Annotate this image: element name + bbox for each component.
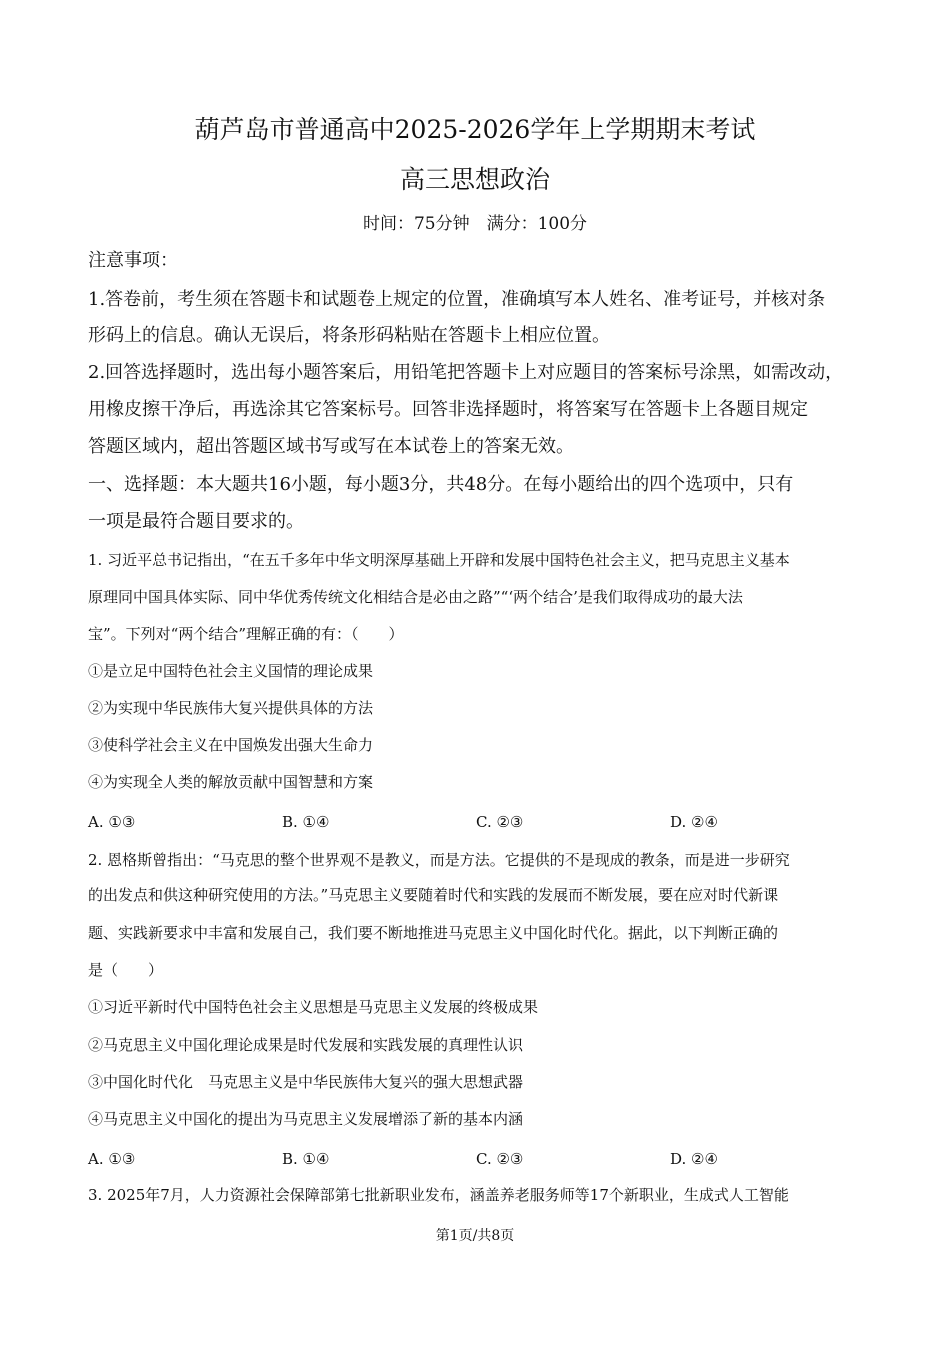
question-1-option-c[interactable]: C. ②③ (476, 813, 524, 831)
question-2-option-a[interactable]: A. ①③ (88, 1150, 136, 1168)
question-2-statement-1: ①习近平新时代中国特色社会主义思想是马克思主义发展的终极成果 (88, 998, 539, 1016)
question-1-option-b[interactable]: B. ①④ (282, 813, 330, 831)
notice-item-2-line-2: 用橡皮擦干净后，再选涂其它答案标号。回答非选择题时，将答案写在答题卡上各题目规定 (88, 399, 808, 420)
question-1-statement-2: ②为实现中华民族伟大复兴提供具体的方法 (88, 699, 374, 717)
question-1-stem-line-1: 1. 习近平总书记指出，“在五千多年中华文明深厚基础上开辟和发展中国特色社会主义，把马克思主义基本 (88, 551, 790, 569)
question-1-option-a[interactable]: A. ①③ (88, 813, 136, 831)
question-2-options (88, 1148, 878, 1170)
question-2-statement-3: ③中国化时代化 马克思主义是中华民族伟大复兴的强大思想武器 (88, 1073, 524, 1091)
question-2-stem-line-4: 是（ ） (88, 961, 164, 979)
question-1-statement-1: ①是立足中国特色社会主义国情的理论成果 (88, 662, 374, 680)
notice-item-2-line-3: 答题区域内，超出答题区域书写或写在本试卷上的答案无效。 (88, 436, 574, 457)
question-3-stem-line-1: 3. 2025年7月，人力资源社会保障部第七批新职业发布，涵盖养老服务师等17个新职业，生成式人工智能 (88, 1186, 789, 1204)
question-1-option-d[interactable]: D. ②④ (670, 813, 718, 831)
exam-subject: 高三思想政治 (399, 165, 550, 194)
notice-heading: 注意事项： (88, 250, 178, 271)
question-1-statement-3: ③使科学社会主义在中国焕发出强大生命力 (88, 736, 374, 754)
question-2-stem-line-1: 2. 恩格斯曾指出：“马克思的整个世界观不是教义，而是方法。它提供的不是现成的教条，而是进一步研究 (88, 851, 790, 869)
question-2-option-b[interactable]: B. ①④ (282, 1150, 330, 1168)
question-1-statement-4: ④为实现全人类的解放贡献中国智慧和方案 (88, 773, 374, 791)
question-2-option-d[interactable]: D. ②④ (670, 1150, 718, 1168)
page-footer: 第1页/共8页 (435, 1228, 515, 1244)
question-1-stem-line-2: 原理同中国具体实际、同中华优秀传统文化相结合是必由之路”“‘两个结合’是我们取得成功的最大法 (88, 588, 743, 606)
notice-item-1-line-2: 形码上的信息。确认无误后，将条形码粘贴在答题卡上相应位置。 (88, 325, 610, 346)
question-2-option-c[interactable]: C. ②③ (476, 1150, 524, 1168)
question-1-options (88, 811, 878, 833)
notice-item-2-line-1: 2.回答选择题时，选出每小题答案后，用铅笔把答题卡上对应题目的答案标号涂黑，如需改动， (88, 362, 844, 383)
notice-item-1-line-1: 1.答卷前，考生须在答题卡和试题卷上规定的位置，准确填写本人姓名、准考证号，并核对条 (88, 289, 826, 310)
question-2-statement-2: ②马克思主义中国化理论成果是时代发展和实践发展的真理性认识 (88, 1036, 524, 1054)
question-2-stem-line-2: 的出发点和供这种研究使用的方法。”马克思主义要随着时代和实践的发展而不断发展，要在应对时代新课 (88, 886, 779, 904)
exam-time-score: 时间：75分钟 满分：100分 (362, 214, 588, 234)
section-1-instructions-line-1: 一、选择题：本大题共16小题，每小题3分，共48分。在每小题给出的四个选项中，只有 (88, 474, 794, 495)
question-2-statement-4: ④马克思主义中国化的提出为马克思主义发展增添了新的基本内涵 (88, 1110, 524, 1128)
question-1-stem-line-3: 宝”。下列对“两个结合”理解正确的有：（ ） (88, 625, 404, 643)
section-1-instructions-line-2: 一项是最符合题目要求的。 (88, 511, 304, 532)
exam-title: 葫芦岛市普通高中2025-2026学年上学期期末考试 (194, 115, 756, 144)
question-2-stem-line-3: 题、实践新要求中丰富和发展自己，我们要不断地推进马克思主义中国化时代化。据此，以下判断正确的 (88, 924, 779, 942)
